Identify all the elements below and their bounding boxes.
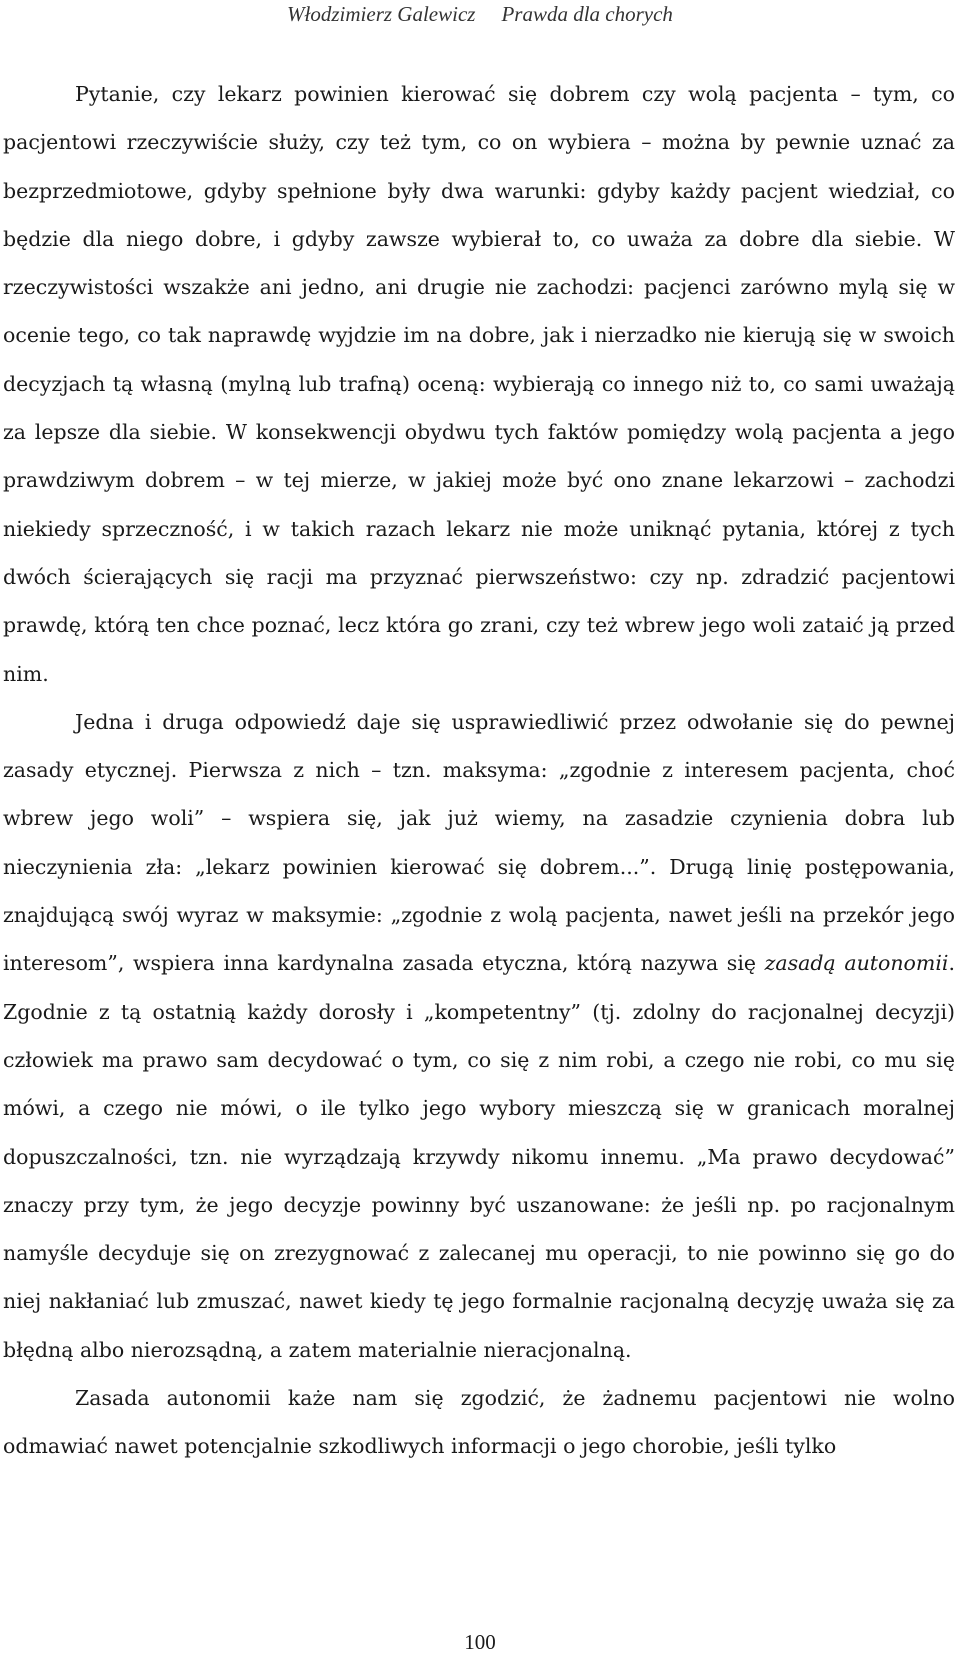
text-run: Zasada autonomii każe nam się zgodzić, że żadnemu pacjentowi nie wolno odmawiać nawet potencjalnie szkodliwych informacji o jego chorobie, jeśli tylko — [3, 1386, 955, 1459]
running-header — [0, 2, 960, 27]
text-run: Pytanie, czy lekarz powinien kierować się dobrem czy wolą pacjenta – tym, co pacjentowi rzeczywiście służy, czy też tym, co on wybiera – można by pewnie uznać za bezprzedmiotowe, gdyby spełnione były dwa warunki: gdyby każdy pacjent wiedział, co będzie dla niego dobre, i gdyby zawsze wybierał to, co uważa za dobre dla siebie. W rzeczywistości wszakże ani jedno, ani drugie nie zachodzi: pacjenci zarówno mylą się w ocenie tego, co tak naprawdę wyjdzie im na dobre, jak i nierzadko nie kierują się w swoich decyzjach tą własną (mylną lub trafną) oceną: wybierają co innego niż to, co sami uważają za lepsze dla siebie. W konsekwencji obydwu tych faktów pomiędzy wolą pacjenta a jego prawdziwym dobrem – w tej mierze, w jakiej może być ono znane lekarzowi – zachodzi niekiedy sprzeczność, i w takich razach lekarz nie może uniknąć pytania, której z tych dwóch ścierających się racji ma przyznać pierwszeństwo: czy np. zdradzić pacjentowi prawdę, którą ten chce poznać, lecz która go zrani, czy też wbrew jego woli zataić ją przed nim. — [3, 82, 955, 686]
paragraph-1 — [3, 70, 955, 698]
text-run: Jedna i druga odpowiedź daje się usprawiedliwić przez odwołanie się do pewnej zasady etycznej. Pierwsza z nich – tzn. maksyma: „zgodnie z interesem pacjenta, choć wbrew jego woli” – wspiera się, jak już wiemy, na zasadzie czynienia dobra lub nieczynienia zła: „lekarz powinien kierować się dobrem...”. Drugą linię postępowania, znajdującą swój wyraz w maksymie: „zgodnie z wolą pacjenta, nawet jeśli na przekór jego interesom”, wspiera inna kardynalna zasada etyczna, którą nazywa się — [3, 709, 955, 976]
header-title: Prawda dla chorych — [501, 2, 673, 26]
paragraph-3 — [3, 1374, 955, 1471]
header-author: Włodzimierz Galewicz — [287, 2, 476, 26]
body-text — [3, 70, 955, 1471]
paragraph-2 — [3, 698, 955, 1374]
page-number: 100 — [464, 1630, 496, 1654]
text-run: . Zgodnie z tą ostatnią każdy dorosły i „kompetentny” (tj. zdolny do racjonalnej decyzji) człowiek ma prawo sam decydować o tym, co się z nim robi, a czego nie robi, co mu się mówi, a czego nie mówi, o ile tylko jego wybory mieszczą się w granicach moralnej dopuszczalności, tzn. nie wyrządzają krzywdy nikomu innemu. „Ma prawo decydować” znaczy przy tym, że jego decyzje powinny być uszanowane: że jeśli np. po racjonalnym namyśle decyduje się on zrezygnować z zalecanej mu operacji, to nie powinno się go do niej nakłaniać lub zmuszać, nawet kiedy tę jego formalnie racjonalną decyzję uważa się za błędną albo nierozsądną, a zatem materialnie nieracjonalną. — [3, 951, 955, 1362]
emphasis-term: zasadą autonomii — [764, 951, 949, 976]
